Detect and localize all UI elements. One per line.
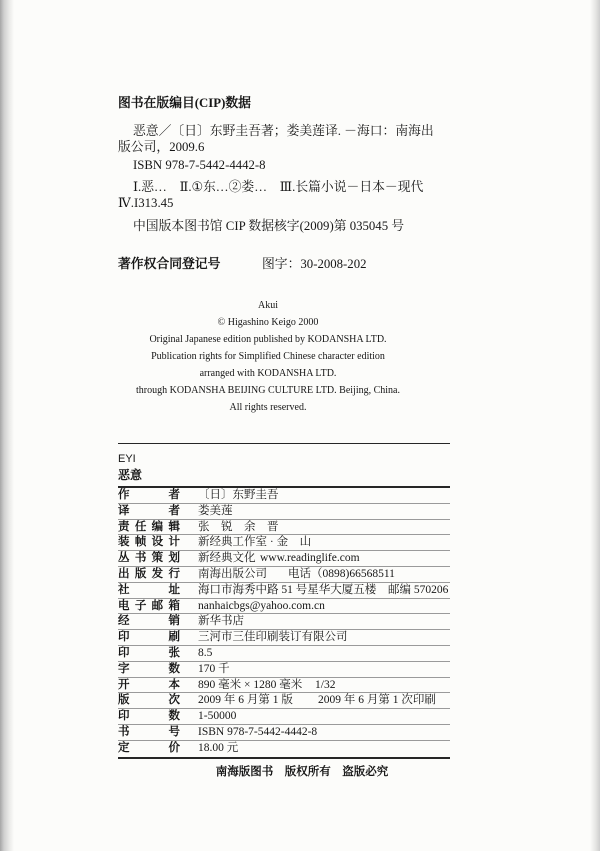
book-title-pinyin: EYI [118,453,136,465]
rights-line: © Higashino Keigo 2000 [217,317,319,328]
detail-value: 张 锐 余 晋 [198,520,279,533]
detail-value: 890 毫米 × 1280 毫米 [198,678,303,691]
detail-value: 8.5 [198,646,213,659]
book-title: 恶意 [118,468,143,482]
detail-row-isbn [118,725,450,741]
rights-statement [118,297,418,416]
cip-classification-number: Ⅳ.I313.45 [118,196,174,210]
page-edge-right [590,0,600,851]
detail-label: 印 数 [118,710,180,723]
detail-label: 出版发行 [118,567,180,580]
publication-details-table [118,488,450,757]
divider-table-bottom [118,757,450,759]
cip-isbn: ISBN 978-7-5442-4442-8 [133,158,266,172]
detail-value-extra: 电话（0898)66568511 [288,567,395,580]
detail-row-price [118,741,450,757]
detail-value: 新经典工作室 · 金 山 [198,536,312,549]
detail-row-publisher [118,567,450,583]
detail-label: 印 张 [118,646,180,659]
detail-label: 定 价 [118,741,180,754]
detail-row-distributor [118,614,450,630]
cip-record-line-1: 恶意／〔日〕东野圭吾著；娄美莲译. －海口：南海出 [133,124,434,138]
divider-top [118,443,450,444]
detail-label: 装帧设计 [118,536,180,549]
rights-line: Akui [258,300,278,311]
rights-line: All rights reserved. [229,402,307,413]
detail-value-extra: 1/32 [315,678,336,691]
detail-row-translator [118,504,450,520]
detail-value: 18.00 元 [198,741,239,754]
detail-value: ISBN 978-7-5442-4442-8 [198,725,318,738]
page-edge-left [0,0,14,851]
detail-row-word-count [118,662,450,678]
detail-value: 2009 年 6 月第 1 版 [198,694,293,707]
detail-value: 1-50000 [198,710,237,723]
detail-value: 170 千 [198,662,230,675]
cip-data-number: 中国版本图书馆 CIP 数据核字(2009)第 035045 号 [133,219,405,233]
detail-label: 开 本 [118,678,180,691]
detail-row-editor [118,520,450,536]
rights-line: through KODANSHA BEIJING CULTURE LTD. Beijing, China. [136,385,400,396]
detail-value: 海口市海秀中路 51 号星华大厦五楼 [198,583,377,596]
detail-value: 三河市三佳印刷装订有限公司 [198,631,348,644]
detail-label: 电子邮箱 [118,599,180,612]
detail-row-address [118,583,450,599]
copyright-registration-label: 著作权合同登记号 [118,257,221,271]
detail-value-extra: 2009 年 6 月第 1 次印刷 [318,694,436,707]
detail-row-print-run [118,709,450,725]
detail-row-format [118,678,450,694]
detail-label: 经 销 [118,615,180,628]
detail-row-edition [118,693,450,709]
rights-line: arranged with KODANSHA LTD. [199,368,337,379]
detail-label: 书 号 [118,725,180,738]
detail-value: 新经典文化 [198,552,256,565]
detail-value-extra: 邮编 570206 [388,583,449,596]
detail-label: 印 刷 [118,631,180,644]
detail-label: 责任编辑 [118,520,180,533]
cip-classification: Ⅰ.恶… Ⅱ.①东…②娄… Ⅲ.长篇小说－日本－现代 [133,180,424,194]
detail-label: 社 址 [118,583,180,596]
cip-record-line-2: 版公司，2009.6 [118,140,205,154]
detail-label: 作 者 [118,489,180,501]
detail-row-author [118,488,450,504]
copyright-registration-value: 图字：30-2008-202 [262,257,367,271]
cip-heading: 图书在版编目(CIP)数据 [118,96,251,110]
detail-value: 南海出版公司 [198,567,267,580]
detail-row-sheets [118,646,450,662]
detail-label: 版 次 [118,694,180,707]
detail-value: 新华书店 [198,615,244,628]
detail-row-email [118,599,450,615]
piracy-notice: 南海版图书 版权所有 盗版必究 [215,766,389,778]
rights-line: Original Japanese edition published by KODANSHA LTD. [149,334,387,345]
detail-label: 译 者 [118,504,180,517]
detail-row-series-planning [118,551,450,567]
detail-row-printer [118,630,450,646]
detail-value-extra: www.readinglife.com [260,552,360,565]
detail-value: nanhaicbgs@yahoo.com.cn [198,599,325,612]
detail-value: 娄美莲 [198,504,233,517]
detail-label: 字 数 [118,662,180,675]
rights-line: Publication rights for Simplified Chinese character edition [151,351,385,362]
detail-label: 丛书策划 [118,552,180,565]
detail-row-design [118,535,450,551]
detail-value: 〔日〕东野圭吾 [198,489,279,501]
